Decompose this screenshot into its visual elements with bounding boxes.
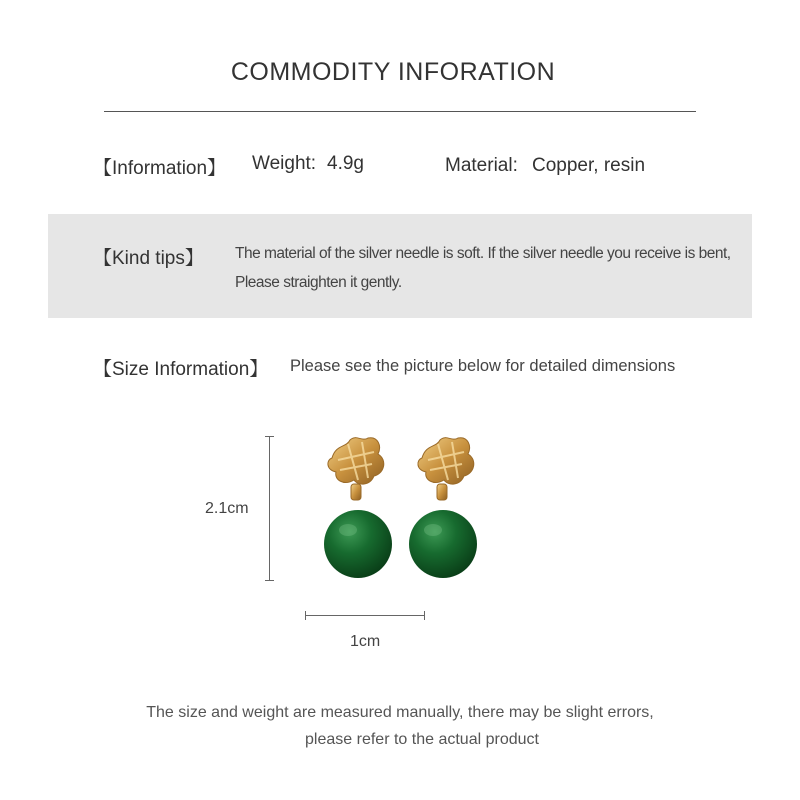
kind-tips-line-1: The material of the silver needle is soft. If the silver needle you receive is bent, [235,245,731,262]
height-dimension-cap-top [265,436,274,437]
width-dimension-cap-right [424,611,425,620]
width-dimension-label: 1cm [350,633,381,650]
footer-note-line-2: please refer to the actual product [305,731,539,748]
footer-note-line-1: The size and weight are measured manually, there may be slight errors, [146,704,654,721]
right-earring [409,438,477,578]
kind-tips-label: 【Kind tips】 [93,248,204,269]
weight-label: Weight: [252,153,317,174]
height-dimension-label: 2.1cm [205,500,249,517]
title-divider [104,111,696,112]
size-information-text: Please see the picture below for detailed dimensions [290,357,676,375]
information-label: 【Information】 [93,158,227,179]
height-dimension-line [269,436,270,581]
size-information-label: 【Size Information】 [93,359,269,380]
weight-value: 4.9g [327,153,364,174]
earrings-photo [318,430,488,585]
material-label: Material: [445,155,518,176]
width-dimension-line [305,615,425,616]
width-dimension-cap-left [305,611,306,620]
material-value: Copper, resin [532,155,646,176]
left-earring [324,438,392,578]
page-title: COMMODITY INFORATION [230,58,556,86]
height-dimension-cap-bottom [265,580,274,581]
kind-tips-line-2: Please straighten it gently. [235,274,402,291]
